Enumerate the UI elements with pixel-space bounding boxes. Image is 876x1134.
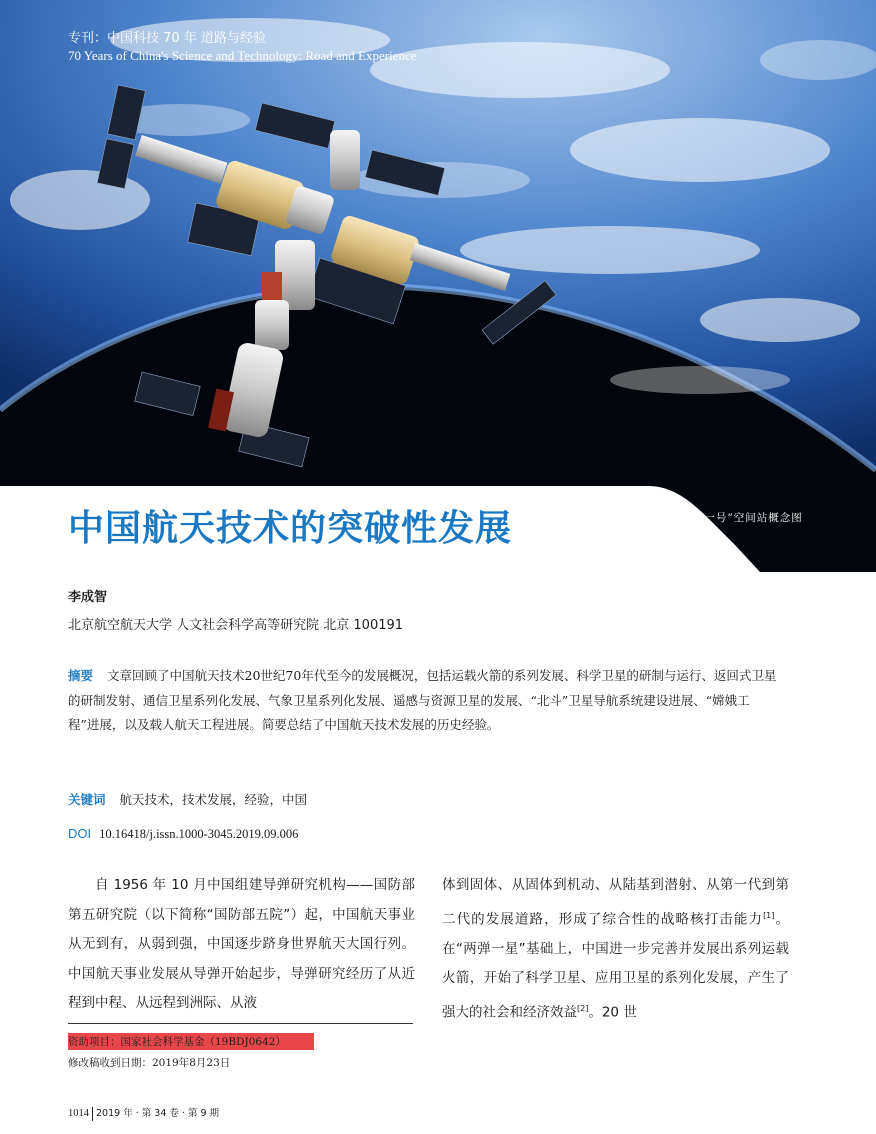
series-title-cn: 专刊：中国科技 70 年 道路与经验: [68, 31, 266, 46]
footer-divider: [92, 1107, 93, 1121]
series-title-en: 70 Years of China's Science and Technology: Road and Experience: [68, 48, 417, 63]
abstract-label: 摘要: [68, 668, 94, 683]
body-paragraph: [442, 871, 789, 1028]
body-column-left: [68, 871, 415, 1019]
page-number: 1014: [68, 1108, 89, 1119]
body-text: 。20 世: [588, 1004, 637, 1020]
series-header: [68, 30, 417, 64]
article-title: 中国航天技术的突破性发展: [68, 508, 513, 549]
doi: [68, 826, 298, 842]
body-paragraph: 自 1956 年 10 月中国组建导弹研究机构——国防部第五研究院（以下简称“国防部五院”）起，中国航天事业从无到有，从弱到强，中国逐步跻身世界航天大国行列。中国航天事业发展从导弹开始起步，导弹研究经历了从近程到中程、从远程到洲际、从液: [68, 877, 415, 1011]
citation-ref[interactable]: [2]: [577, 1003, 589, 1013]
citation-ref[interactable]: [1]: [763, 910, 775, 920]
author-affiliation: 北京航空航天大学 人文社会科学高等研究院 北京 100191: [68, 618, 404, 633]
doi-link[interactable]: 10.16418/j.issn.1000-3045.2019.09.006: [99, 827, 299, 841]
keywords-label: 关键词: [68, 792, 106, 807]
body-column-right: [442, 871, 789, 1028]
author-name: 李成智: [68, 590, 108, 605]
abstract: [68, 664, 780, 738]
received-date-note: 修改稿收到日期：2019年8月23日: [68, 1057, 231, 1069]
issue-info: 2019 年 · 第 34 卷 · 第 9 期: [96, 1108, 220, 1119]
abstract-text: 文章回顾了中国航天技术20世纪70年代至今的发展概况，包括运载火箭的系列发展、科学卫星的研制与运行、返回式卫星的研制发射、通信卫星系列化发展、气象卫星系列化发展、遥感与资源卫星的发展、“北斗”卫星导航系统建设进展、“嫦娥工程”进展，以及载人航天工程进展。简要总结了中国航天技术发展的历史经验。: [68, 668, 777, 732]
funding-note: 资助项目：国家社会科学基金（19BDJ0642）: [68, 1033, 314, 1050]
keywords-text: 航天技术，技术发展，经验，中国: [119, 792, 308, 807]
keywords: [68, 790, 307, 808]
body-text: 。在“两弹一星”基础上，中国进一步完善并发展出系列运载火箭，开始了科学卫星、应用卫星的系列化发展，产生了强大的社会和经济效益: [442, 911, 789, 1020]
image-caption: “天宫一号”空间站概念图: [675, 512, 803, 524]
doi-label: DOI: [68, 826, 92, 841]
page-footer: [68, 1105, 219, 1121]
body-text: 体到固体、从固体到机动、从陆基到潜射、从第一代到第二代的发展道路，形成了综合性的战略核打击能力: [442, 877, 789, 927]
footnote-divider: [68, 1023, 413, 1024]
